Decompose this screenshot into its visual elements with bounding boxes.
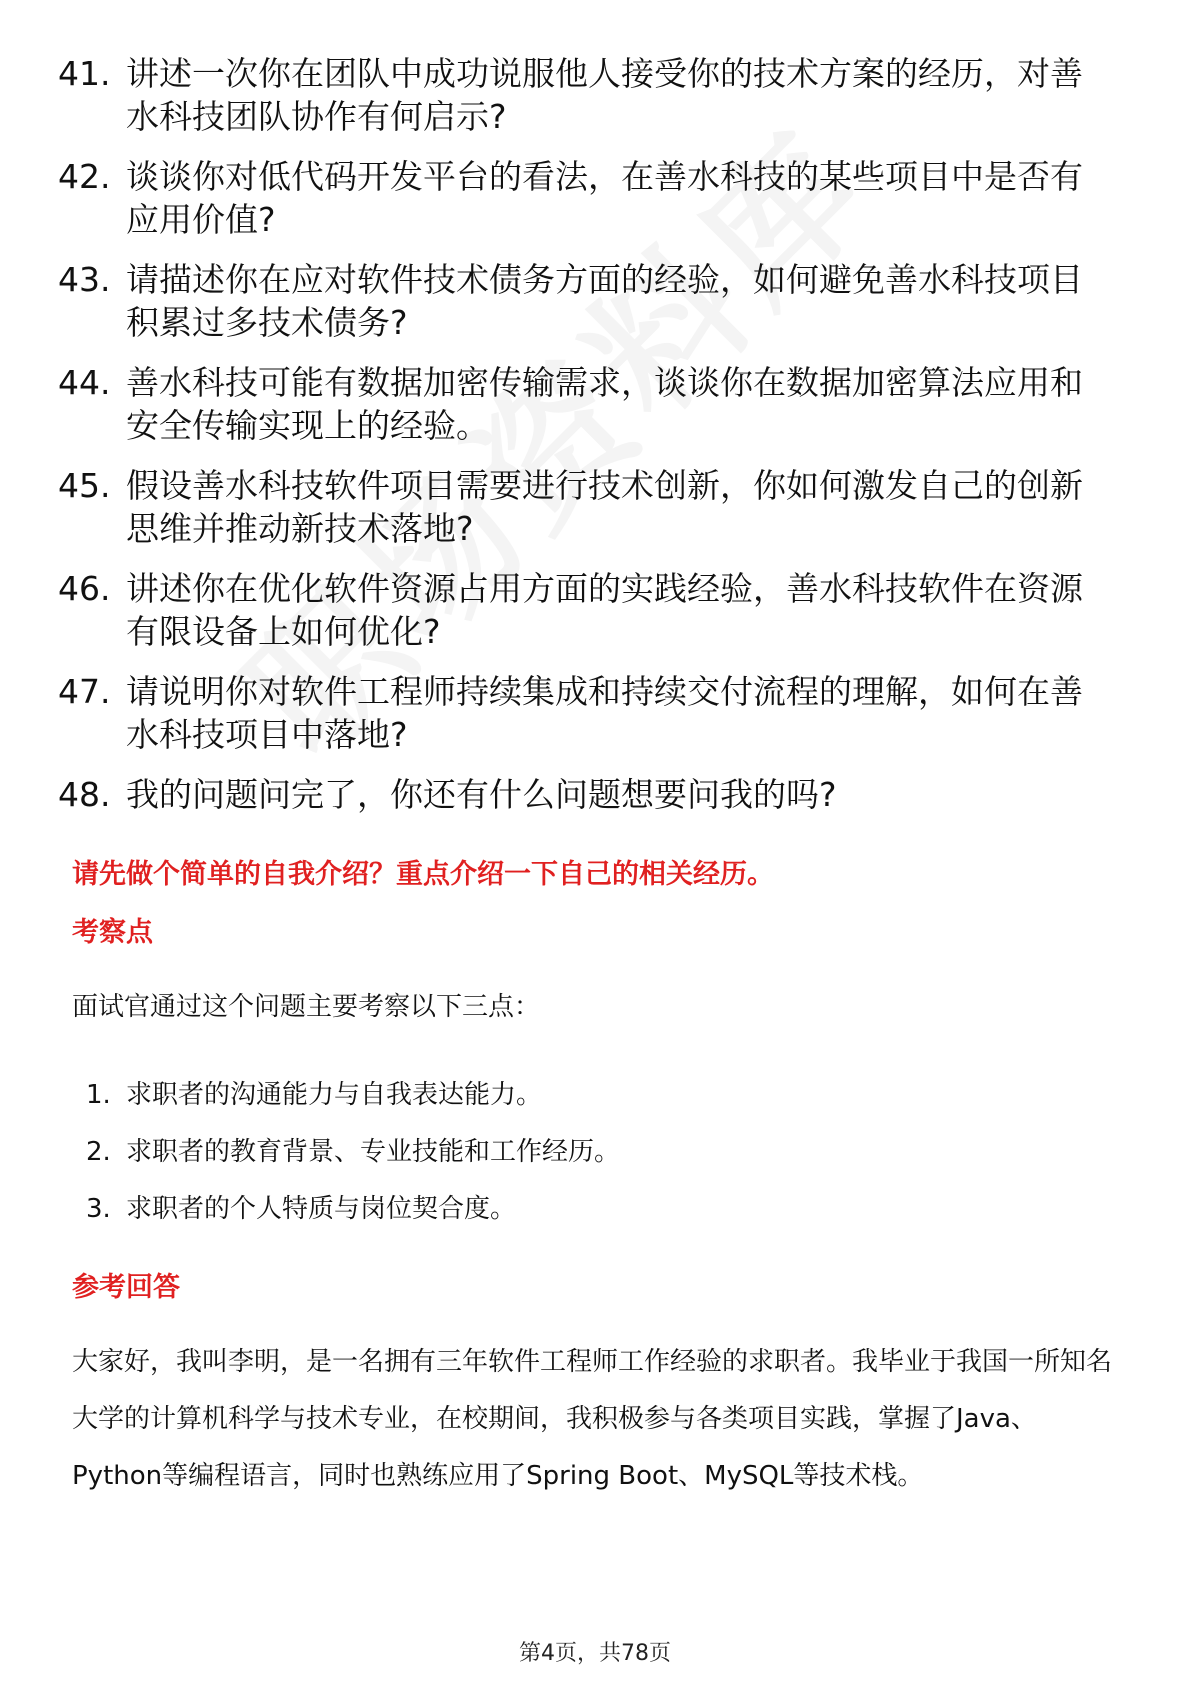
question-number: 43.: [58, 260, 111, 299]
list-item: [86, 1134, 620, 1170]
question-number: 44.: [58, 363, 111, 402]
question-item: [58, 464, 1108, 550]
page-footer: 第4页，共78页: [519, 1641, 671, 1666]
question-number: 42.: [58, 157, 111, 196]
question-number: 48.: [58, 775, 111, 814]
list-item: [86, 1191, 620, 1227]
question-text: 谈谈你对低代码开发平台的看法，在善水科技的某些项目中是否有应用价值?: [126, 157, 1083, 239]
reference-answer-label: 参考回答: [72, 1272, 180, 1303]
question-item: [58, 361, 1108, 447]
point-number: 2.: [86, 1137, 111, 1167]
question-number: 45.: [58, 466, 111, 505]
question-number: 41.: [58, 54, 111, 93]
question-number: 46.: [58, 569, 111, 608]
assessment-points-label: 考察点: [72, 917, 153, 948]
question-number: 47.: [58, 672, 111, 711]
question-item: [58, 670, 1108, 756]
reference-answer-text: 大家好，我叫李明，是一名拥有三年软件工程师工作经验的求职者。我毕业于我国一所知名大学的计算机科学与技术专业，在校期间，我积极参与各类项目实践，掌握了Java、Python等编程语言，同时也熟练应用了Spring Boot、MySQL等技术栈。: [72, 1347, 1113, 1491]
list-item: [86, 1077, 620, 1113]
section-heading: 请先做个简单的自我介绍？重点介绍一下自己的相关经历。: [72, 859, 774, 890]
question-text: 我的问题问完了，你还有什么问题想要问我的吗?: [126, 775, 837, 814]
question-text: 讲述一次你在团队中成功说服他人接受你的技术方案的经历，对善水科技团队协作有何启示?: [126, 54, 1083, 136]
question-item: [58, 258, 1108, 344]
question-text: 请描述你在应对软件技术债务方面的经验，如何避免善水科技项目积累过多技术债务?: [126, 260, 1083, 342]
point-text: 求职者的沟通能力与自我表达能力。: [126, 1080, 543, 1110]
point-number: 1.: [86, 1080, 111, 1110]
question-item: [58, 773, 1108, 816]
question-item: [58, 567, 1108, 653]
question-text: 讲述你在优化软件资源占用方面的实践经验，善水科技软件在资源有限设备上如何优化?: [126, 569, 1083, 651]
intro-text: 面试官通过这个问题主要考察以下三点：: [72, 992, 541, 1022]
question-text: 假设善水科技软件项目需要进行技术创新，你如何激发自己的创新思维并推动新技术落地?: [126, 466, 1083, 548]
point-text: 求职者的个人特质与岗位契合度。: [126, 1194, 517, 1224]
question-item: [58, 155, 1108, 241]
question-text: 善水科技可能有数据加密传输需求，谈谈你在数据加密算法应用和安全传输实现上的经验。: [126, 363, 1083, 445]
question-list: [58, 52, 1108, 833]
question-text: 请说明你对软件工程师持续集成和持续交付流程的理解，如何在善水科技项目中落地?: [126, 672, 1083, 754]
assessment-points-list: [86, 1077, 620, 1248]
question-item: [58, 52, 1108, 138]
point-number: 3.: [86, 1194, 111, 1224]
point-text: 求职者的教育背景、专业技能和工作经历。: [126, 1137, 621, 1167]
